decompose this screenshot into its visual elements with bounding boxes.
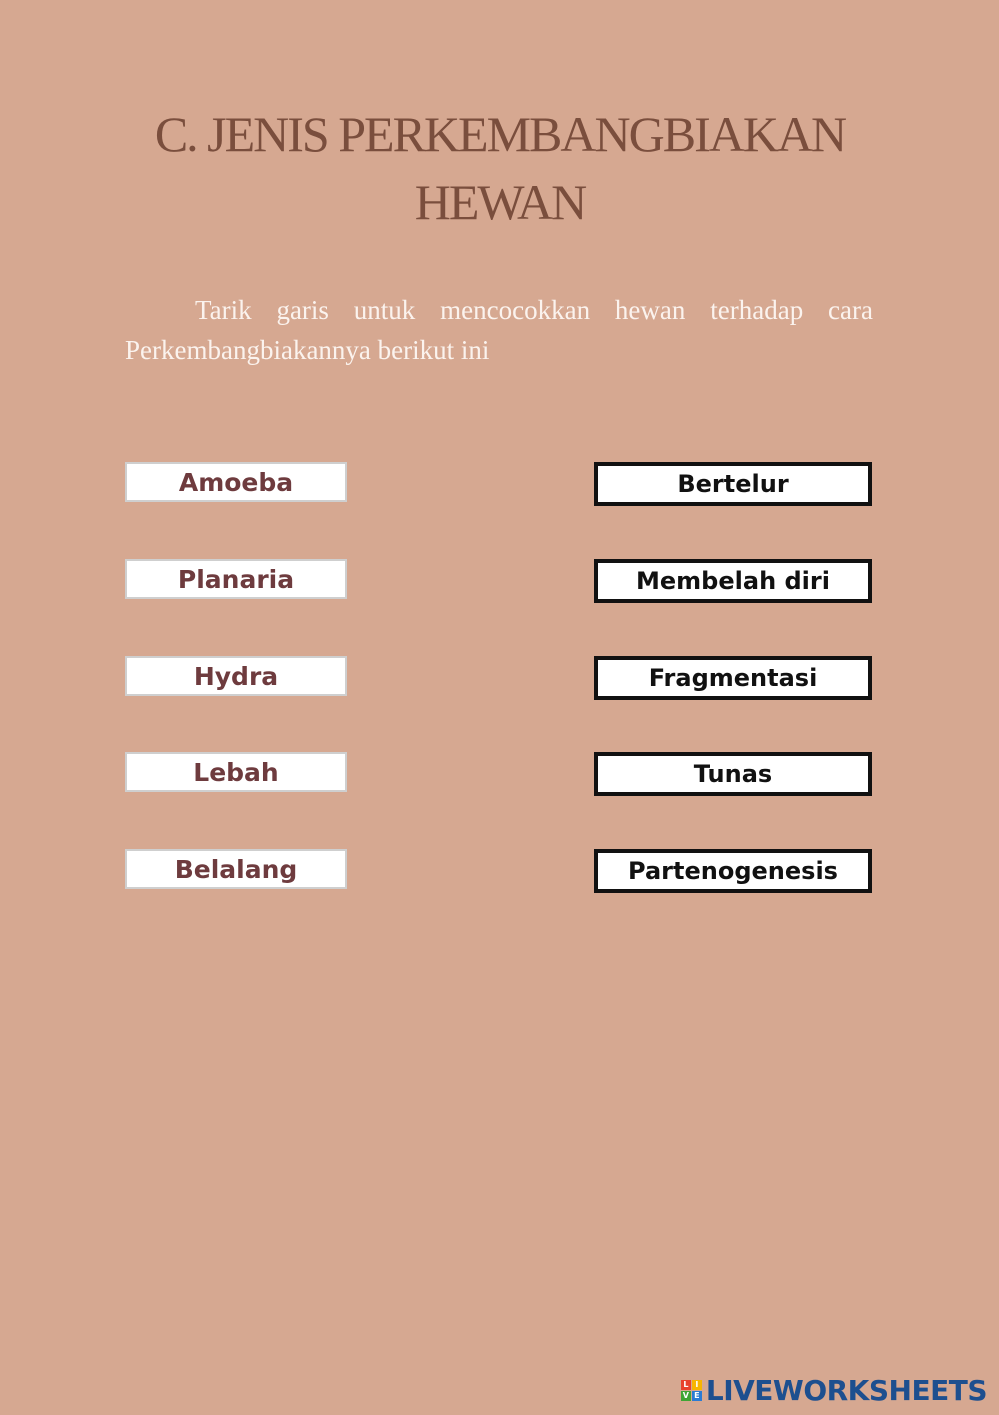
- logo-letter-l: L: [681, 1380, 691, 1390]
- match-item-method-fragmentasi[interactable]: Fragmentasi: [594, 656, 872, 700]
- match-item-animal-planaria[interactable]: Planaria: [125, 559, 347, 599]
- liveworksheets-logo-text: LIVEWORKSHEETS: [705, 1374, 987, 1407]
- page-title-line-2: HEWAN: [414, 174, 586, 230]
- match-item-method-partenogenesis[interactable]: Partenogenesis: [594, 849, 872, 893]
- liveworksheets-logo-icon: [681, 1380, 702, 1401]
- match-item-animal-belalang[interactable]: Belalang: [125, 849, 347, 889]
- page-title-line-1: C. JENIS PERKEMBANGBIAKAN: [154, 106, 846, 162]
- match-item-animal-lebah[interactable]: Lebah: [125, 752, 347, 792]
- logo-letter-v: V: [682, 1391, 689, 1400]
- instruction-text: Tarik garis untuk mencocokkan hewan terhadap cara Perkembangbiakannya berikut ini: [125, 295, 873, 365]
- match-item-method-bertelur[interactable]: Bertelur: [594, 462, 872, 506]
- match-item-animal-hydra[interactable]: Hydra: [125, 656, 347, 696]
- logo-letter-e: E: [692, 1391, 702, 1401]
- page-title: [90, 100, 910, 236]
- liveworksheets-logo: [681, 1374, 987, 1407]
- match-item-animal-amoeba[interactable]: Amoeba: [125, 462, 347, 502]
- match-item-method-membelah-diri[interactable]: Membelah diri: [594, 559, 872, 603]
- logo-letter-i: I: [692, 1380, 702, 1390]
- match-item-method-tunas[interactable]: Tunas: [594, 752, 872, 796]
